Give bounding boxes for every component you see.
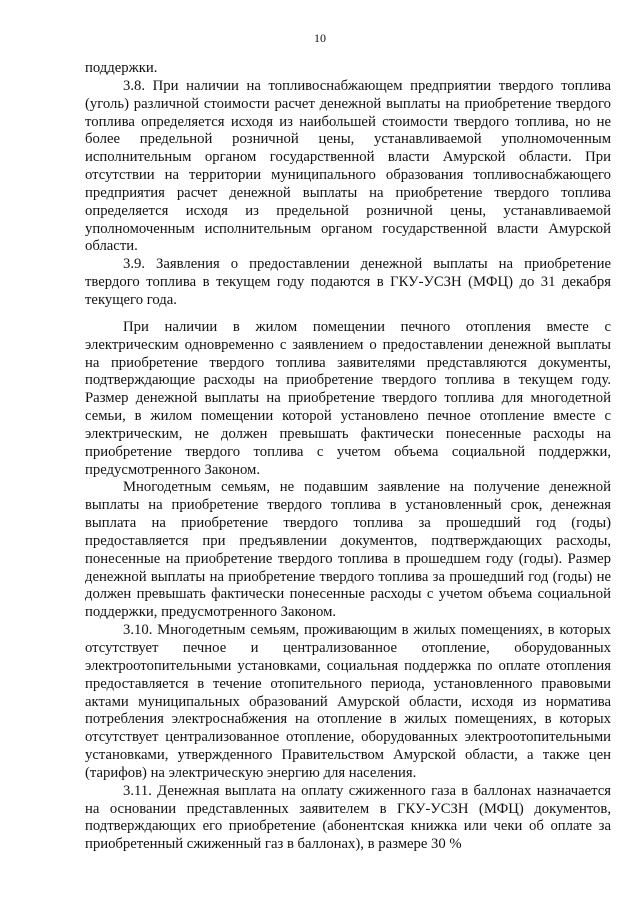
paragraph-3-11: 3.11. Денежная выплата на оплату сжиженного газа в баллонах назначается на основании представленных заявителем в ГКУ-УСЗН (МФЦ) документов, подтверждающих его приобретение (абонентская книжка или чеки об оплате за приобретенный сжиженный газ в баллонах), в размере 30 % <box>85 782 611 853</box>
paragraph-3-10: 3.10. Многодетным семьям, проживающим в жилых помещениях, в которых отсутствует печное и централизованное отопление, оборудованных электроотопительными установками, социальная поддержка по оплате отопления предоставляется в течение отопительного периода, установленного правовыми актами муниципальных образований Амурской области, исходя из норматива потребления электроснабжения на отопление в жилых помещениях, в которых отсутствует централизованное отопление, оборудованных электроотопительными установками, утвержденного Правительством Амурской области, а также цен (тарифов) на электрическую энергию для населения. <box>85 622 611 781</box>
paragraph-3-8: 3.8. При наличии на топливоснабжающем предприятии твердого топлива (уголь) различной стоимости расчет денежной выплаты на приобретение твердого топлива определяется исходя из наибольшей стоимости твердого топлива, но не более предельной розничной цены, устанавливаемой уполномоченным исполнительным органом государственной власти Амурской области. При отсутствии на территории муниципального образования топливоснабжающего предприятия расчет денежной выплаты на приобретение твердого топлива определяется исходя из предельной розничной цены, устанавливаемой уполномоченным исполнительным органом государственной власти Амурской области. <box>85 77 611 255</box>
paragraph-3-9: 3.9. Заявления о предоставлении денежной выплаты на приобретение твердого топлива в текущем году подаются в ГКУ-УСЗН (МФЦ) до 31 декабря текущего года. <box>85 256 611 308</box>
paragraph-stove-heating: При наличии в жилом помещении печного отопления вместе с электрическим одновременно с заявлением о предоставлении денежной выплаты на приобретение твердого топлива заявителями представляются документы, подтверждающие расходы на приобретение твердого топлива в текущем году. Размер денежной выплаты на приобретение твердого топлива для многодетной семьи, в жилом помещении которой установлено печное отопление вместе с электрическим, не должен превышать фактически понесенные расходы на приобретение твердого топлива с учетом объема социальной поддержки, предусмотренного Законом. <box>85 318 611 478</box>
paragraph-continuation: поддержки. <box>85 60 158 76</box>
document-body <box>85 60 611 854</box>
paragraph-past-year-payment: Многодетным семьям, не подавшим заявление на получение денежной выплаты на приобретение твердого топлива в установленный срок, денежная выплата на приобретение твердого топлива за прошедший год (годы) предоставляется при предъявлении документов, подтверждающих расходы, понесенные на приобретение твердого топлива в прошедшем году (годы). Размер денежной выплаты на приобретение твердого топлива за прошедший год (годы) не должен превышать фактически понесенные расходы с учетом объема социальной поддержки, предусмотренного Законом. <box>85 479 611 621</box>
page-number: 10 <box>314 31 326 45</box>
